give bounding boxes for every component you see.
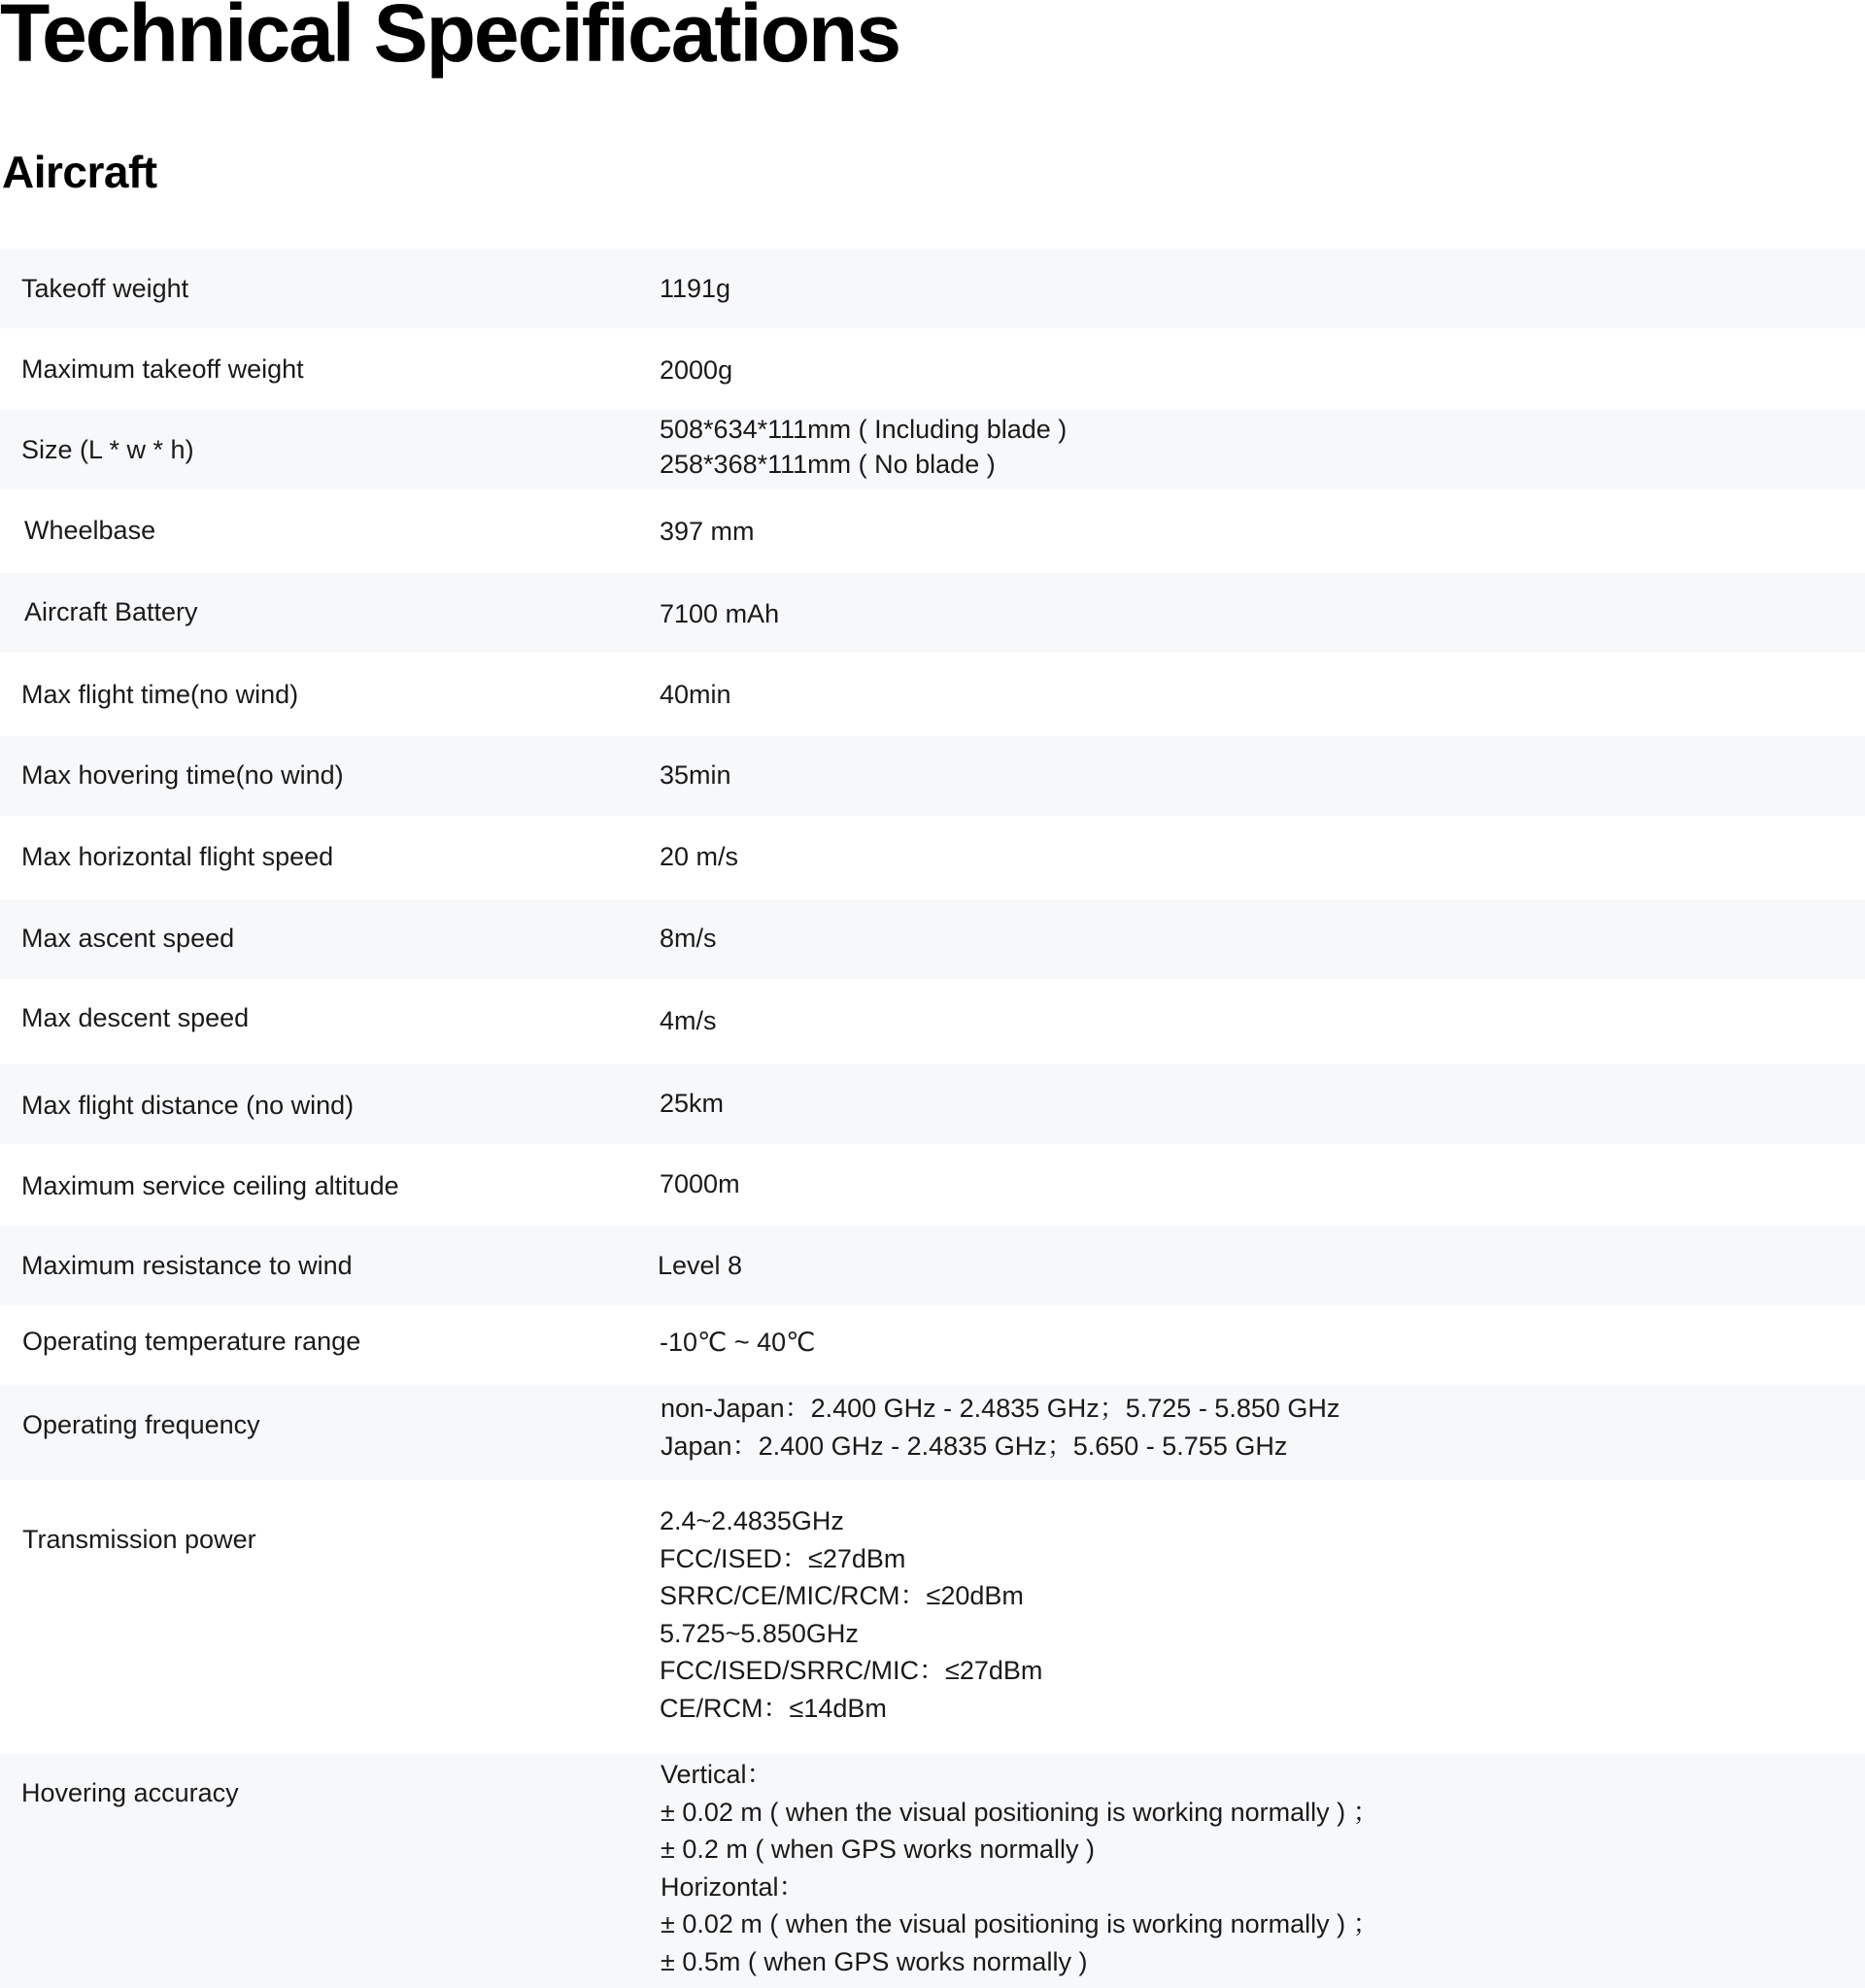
spec-row-size [0, 410, 1865, 489]
spec-row-max-flight-time [0, 653, 1865, 736]
spec-value: Vertical： ± 0.02 m ( when the visual positioning is working normally ) ； ± 0.2 m ( when GPS works normally ) Horizontal： ± 0.02 m ( when the visual positioning is working normally ) ； ± 0.5m ( when GPS works normally ) [661, 1760, 1379, 1976]
spec-label: Max horizontal flight speed [21, 842, 334, 871]
spec-value: 25km [660, 1089, 725, 1118]
spec-row-operating-temperature [0, 1305, 1865, 1385]
spec-row-max-ascent-speed [0, 899, 1865, 979]
spec-row-max-takeoff-weight [0, 328, 1865, 410]
page-title: Technical Specifications [0, 0, 900, 79]
spec-row-wind-resistance [0, 1226, 1865, 1305]
section-title-aircraft: Aircraft [2, 147, 157, 197]
spec-row-hovering-accuracy [0, 1754, 1865, 1988]
spec-row-wheelbase [0, 489, 1865, 573]
spec-value: 397 mm [660, 517, 755, 546]
spec-label: Max hovering time(no wind) [21, 760, 344, 790]
spec-value: 35min [660, 760, 731, 790]
spec-row-service-ceiling [0, 1144, 1865, 1226]
spec-row-max-flight-distance [0, 1064, 1865, 1144]
spec-value: non-Japan：2.400 GHz - 2.4835 GHz；5.725 - 5.850 GHz Japan：2.400 GHz - 2.4835 GHz；5.650 - 5.755 GHz [661, 1394, 1340, 1461]
spec-label: Maximum resistance to wind [21, 1251, 353, 1280]
spec-label: Max flight time(no wind) [21, 680, 299, 709]
spec-value: Level 8 [658, 1251, 743, 1280]
spec-label: Maximum takeoff weight [21, 354, 304, 384]
spec-label: Takeoff weight [21, 274, 189, 303]
spec-row-max-descent-speed [0, 979, 1865, 1064]
spec-label: Max flight distance (no wind) [21, 1091, 355, 1120]
spec-label: Size (L * w * h) [21, 435, 194, 464]
spec-value: 7000m [660, 1169, 740, 1198]
spec-row-takeoff-weight [0, 249, 1865, 328]
spec-row-max-hovering-time [0, 736, 1865, 816]
spec-value: 20 m/s [660, 842, 739, 871]
spec-label: Transmission power [22, 1525, 256, 1554]
spec-label: Hovering accuracy [21, 1778, 239, 1807]
spec-label: Wheelbase [24, 516, 156, 545]
spec-value: 8m/s [660, 924, 717, 953]
spec-row-transmission-power [0, 1480, 1865, 1754]
spec-label: Max descent speed [21, 1003, 250, 1032]
spec-label: Aircraft Battery [24, 597, 198, 626]
spec-table [0, 249, 1865, 1988]
spec-value: 1191g [660, 274, 731, 303]
spec-row-operating-frequency [0, 1385, 1865, 1480]
spec-row-aircraft-battery [0, 573, 1865, 653]
spec-value: 2.4~2.4835GHz FCC/ISED：≤27dBm SRRC/CE/MIC/RCM：≤20dBm 5.725~5.850GHz FCC/ISED/SRRC/MIC：≤27dBm CE/RCM：≤14dBm [660, 1506, 1043, 1723]
spec-value: 4m/s [660, 1006, 717, 1035]
spec-value: 2000g [660, 355, 733, 385]
spec-value: 7100 mAh [660, 599, 780, 628]
spec-label: Operating temperature range [22, 1327, 361, 1356]
spec-label: Maximum service ceiling altitude [21, 1171, 399, 1200]
spec-row-max-horizontal-speed [0, 816, 1865, 899]
spec-value: -10℃ ~ 40℃ [660, 1328, 816, 1357]
spec-label: Max ascent speed [21, 924, 235, 953]
spec-value: 508*634*111mm ( Including blade ) 258*368*111mm ( No blade ) [660, 415, 1068, 479]
spec-label: Operating frequency [22, 1410, 260, 1439]
spec-value: 40min [660, 680, 731, 709]
